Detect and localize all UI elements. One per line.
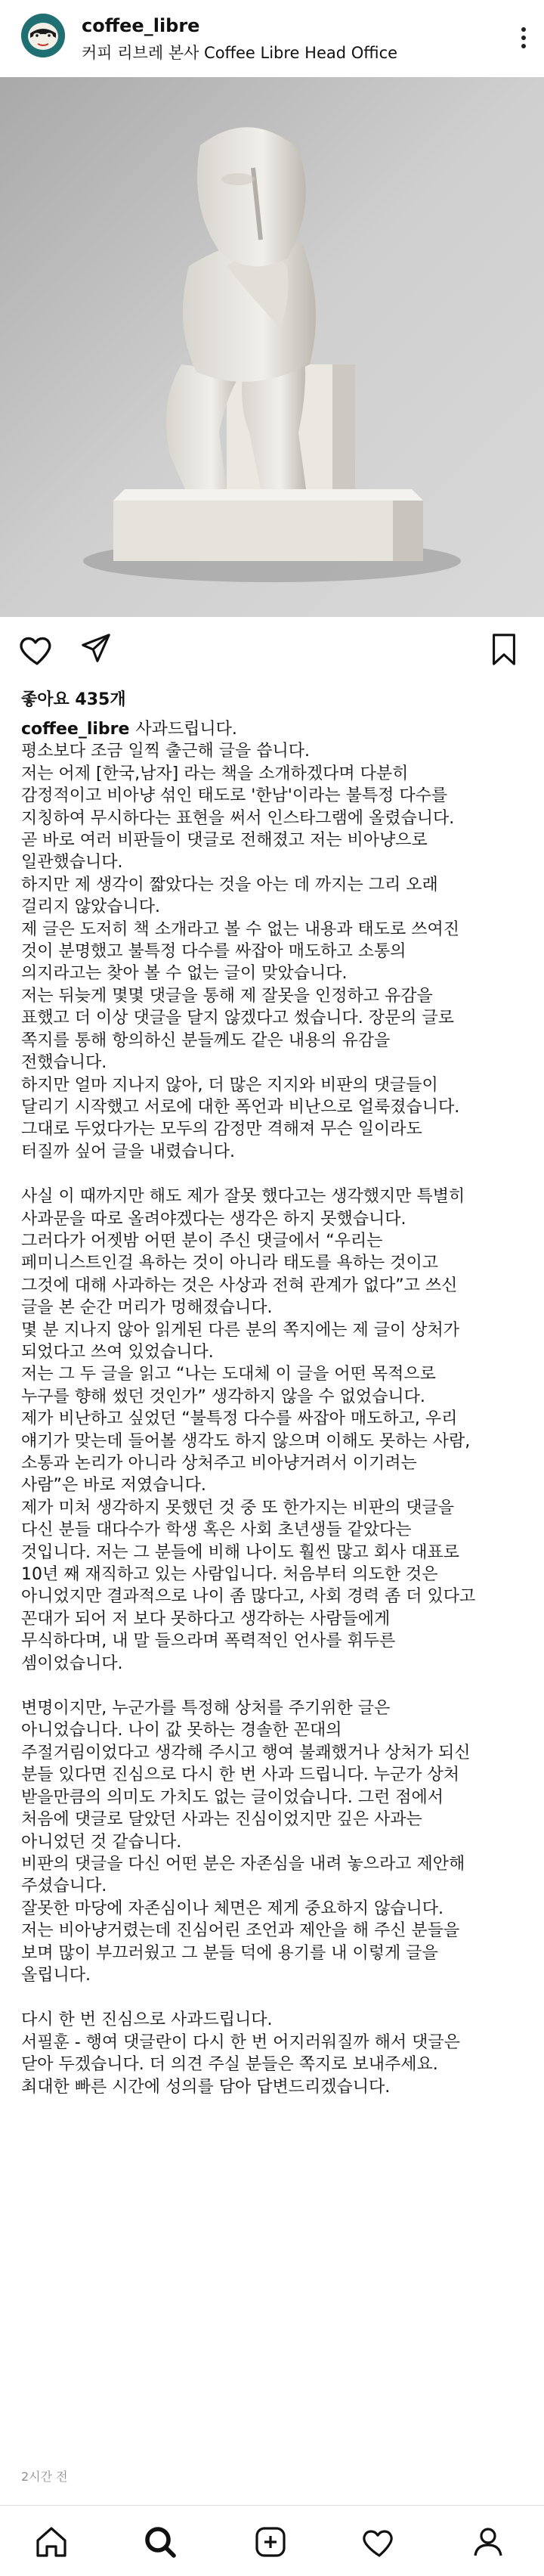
more-options-icon[interactable] — [521, 27, 526, 50]
caption-line — [21, 1208, 529, 1230]
caption-text: 무식하다며, 내 말 들으라며 폭력적인 언사를 휘두른 — [21, 1632, 396, 1651]
caption-text: 변명이지만, 누군가를 특정해 상처를 주기위한 글은 — [21, 1699, 391, 1719]
post-actions — [0, 625, 544, 685]
caption-line — [21, 1831, 529, 1853]
caption-line — [21, 1431, 529, 1452]
caption-paragraph-break — [21, 1986, 529, 2009]
caption-text: 저는 그 두 글을 읽고 “나는 도대체 이 글을 어떤 목적으로 — [21, 1365, 436, 1384]
caption-line — [21, 1074, 529, 1096]
post-caption — [21, 718, 529, 2098]
caption-line — [21, 1519, 529, 1541]
caption-text: 잘못한 마당에 자존심이나 체면은 제게 중요하지 않습니다. — [21, 1899, 444, 1918]
caption-line — [21, 1787, 529, 1809]
caption-line — [21, 1719, 529, 1741]
caption-line — [21, 1319, 529, 1341]
caption-text: 하지만 얼마 지나지 않아, 더 많은 지지와 비판의 댓글들이 — [21, 1075, 438, 1095]
caption-line — [21, 985, 529, 1007]
caption-line — [21, 1742, 529, 1764]
caption-text: 저는 어제 [한국,남자] 라는 책을 소개하겠다며 다분히 — [21, 764, 409, 783]
caption-text: 서필훈 - 행여 댓글란이 다시 한 번 어지러워질까 해서 댓글은 — [21, 2032, 460, 2052]
caption-text: 얘기가 맞는데 들어볼 생각도 하지 않으며 이해도 못하는 사람, — [21, 1431, 471, 1451]
caption-line — [21, 919, 529, 941]
caption-text: 받을만큼의 의미도 가치도 없는 글이었습니다. 그런 점에서 — [21, 1787, 444, 1807]
caption-text: 올립니다. — [21, 1965, 91, 1985]
caption-line — [21, 808, 529, 829]
caption-line — [21, 1497, 529, 1519]
caption-line — [21, 1474, 529, 1496]
caption-text: 보며 많이 부끄러웠고 그 분들 덕에 용기를 내 이렇게 글을 — [21, 1943, 438, 1963]
caption-line — [21, 1898, 529, 1920]
caption-text: 그것에 대해 사과하는 것은 사상과 전혀 관계가 없다”고 쓰신 — [21, 1276, 458, 1295]
paper-plane-icon[interactable] — [79, 631, 113, 665]
heart-outline-icon[interactable] — [18, 631, 56, 668]
caption-line — [21, 1275, 529, 1297]
caption-text: 최대한 빠른 시간에 성의를 담아 답변드리겠습니다. — [21, 2077, 391, 2097]
caption-paragraph-break — [21, 1163, 529, 1186]
caption-paragraph-break — [21, 1675, 529, 1697]
caption-text: 그러다가 어젯밤 어떤 분이 주신 댓글에서 “우리는 — [21, 1231, 383, 1251]
caption-line — [21, 1764, 529, 1786]
caption-line — [21, 1875, 529, 1897]
caption-text: 감정적이고 비아냥 섞인 태도로 '한남'이라는 불특정 다수를 — [21, 786, 448, 806]
caption-line — [21, 1452, 529, 1474]
caption-line — [21, 740, 529, 762]
caption-text: 아니었습니다. 나이 값 못하는 경솔한 꼰대의 — [21, 1721, 342, 1741]
caption-text: 터질까 싶어 글을 내렸습니다. — [21, 1142, 235, 1161]
caption-line — [21, 718, 529, 740]
home-icon[interactable] — [33, 2524, 70, 2560]
caption-author[interactable]: coffee_libre — [21, 720, 130, 739]
caption-line — [21, 1408, 529, 1430]
caption-line — [21, 1096, 529, 1118]
caption-line — [21, 1608, 529, 1630]
caption-line — [21, 851, 529, 873]
avatar[interactable] — [21, 14, 65, 57]
caption-line — [21, 1964, 529, 1986]
caption-text: 전했습니다. — [21, 1053, 107, 1073]
caption-line — [21, 1386, 529, 1408]
caption-line — [21, 1118, 529, 1140]
caption-text: 표했고 더 이상 댓글을 달지 않겠다고 썼습니다. 장문의 글로 — [21, 1009, 454, 1028]
caption-text: 저는 뒤늦게 몇몇 댓글을 통해 제 잘못을 인정하고 유감을 — [21, 986, 433, 1006]
caption-line — [21, 2076, 529, 2098]
caption-line — [21, 1341, 529, 1363]
caption-text: 사과문을 따로 올려야겠다는 생각은 하지 못했습니다. — [21, 1209, 406, 1229]
caption-text: 소통과 논리가 아니라 상처주고 비아냥거려서 이기려는 — [21, 1454, 417, 1473]
caption-text: 제가 미처 생각하지 못했던 것 중 또 한가지는 비판의 댓글을 — [21, 1498, 454, 1517]
caption-line — [21, 1230, 529, 1252]
likes-count[interactable]: 좋아요 435개 — [21, 690, 126, 709]
caption-line — [21, 1363, 529, 1385]
caption-text: 의지라고는 찾아 볼 수 없는 글이 맞았습니다. — [21, 964, 348, 984]
caption-text: 제 글은 도저히 책 소개라고 볼 수 없는 내용과 태도로 쓰여진 — [21, 919, 459, 939]
caption-text: 셈이었습니다. — [21, 1654, 123, 1673]
caption-line — [21, 963, 529, 984]
caption-text: 저는 비아냥거렸는데 진심어린 조언과 제안을 해 주신 분들을 — [21, 1921, 460, 1941]
caption-text: 누구를 향해 썼던 것인가” 생각하지 않을 수 없었습니다. — [21, 1387, 425, 1406]
coffee-libre-logo — [21, 14, 65, 57]
caption-text: 분들 있다면 진심으로 다시 한 번 사과 드립니다. 누군가 상처 — [21, 1765, 459, 1785]
thinker-sculpture-photo — [0, 77, 544, 617]
caption-line — [21, 896, 529, 918]
bottom-navigation — [0, 2505, 544, 2576]
caption-text: 아니었지만 결과적으로 나이 좀 많다고, 사회 경력 좀 더 있다고 — [21, 1587, 476, 1607]
username[interactable]: coffee_libre — [82, 15, 200, 36]
location-tag[interactable]: 커피 리브레 본사 Coffee Libre Head Office — [82, 44, 398, 62]
caption-text: 닫아 두겠습니다. 더 의견 주실 분들은 쪽지로 보내주세요. — [21, 2055, 438, 2075]
caption-line — [21, 1542, 529, 1564]
caption-text: 주셨습니다. — [21, 1877, 107, 1896]
caption-text: 페미니스트인걸 욕하는 것이 아니라 태도를 욕하는 것이고 — [21, 1254, 439, 1273]
caption-text: 달리기 시작했고 서로에 대한 폭언과 비난으로 얼룩졌습니다. — [21, 1097, 460, 1117]
add-post-icon[interactable] — [252, 2524, 289, 2560]
caption-line — [21, 2032, 529, 2054]
post-image[interactable] — [0, 77, 544, 617]
caption-line — [21, 1653, 529, 1675]
caption-text: 일관했습니다. — [21, 853, 123, 873]
caption-line — [21, 1252, 529, 1274]
caption-text: 10년 째 재직하고 있는 사람입니다. 처음부터 의도한 것은 — [21, 1565, 438, 1585]
caption-text: 글을 본 순간 머리가 멍해졌습니다. — [21, 1298, 273, 1318]
caption-text: 평소보다 조금 일찍 출근해 글을 씁니다. — [21, 742, 310, 761]
post-timestamp: 2시간 전 — [21, 2469, 68, 2484]
caption-text: 쪽지를 통해 항의하신 분들께도 같은 내용의 유감을 — [21, 1031, 391, 1050]
caption-line — [21, 1942, 529, 1964]
caption-text: 하지만 제 생각이 짧았다는 것을 아는 데 까지는 그리 오래 — [21, 875, 438, 894]
caption-line — [21, 1630, 529, 1652]
caption-text: 것이 분명했고 불특정 다수를 싸잡아 매도하고 소통의 — [21, 942, 406, 962]
caption-text: 다신 분들 대다수가 학생 혹은 사회 초년생들 같았다는 — [21, 1520, 412, 1540]
caption-line — [21, 829, 529, 851]
caption-line — [21, 874, 529, 896]
caption-line — [21, 763, 529, 785]
caption-text: 곧 바로 여러 비판들이 댓글로 전해졌고 저는 비아냥으로 — [21, 831, 428, 851]
caption-text: 사실 이 때까지만 해도 제가 잘못 했다고는 생각했지만 특별히 — [21, 1187, 465, 1207]
caption-text: 다시 한 번 진심으로 사과드립니다. — [21, 2010, 273, 2030]
caption-text: 꼰대가 되어 저 보다 못하다고 생각하는 사람들에게 — [21, 1609, 391, 1629]
caption-line — [21, 1920, 529, 1942]
post-header — [0, 0, 544, 73]
caption-line — [21, 1007, 529, 1029]
caption-line — [21, 1052, 529, 1074]
activity-heart-icon[interactable] — [361, 2524, 397, 2560]
caption-text: 사과드립니다. — [135, 720, 237, 739]
caption-text: 걸리지 않았습니다. — [21, 897, 161, 917]
caption-line — [21, 1697, 529, 1719]
caption-text: 비판의 댓글을 다신 어떤 분은 자존심을 내려 놓으라고 제안해 — [21, 1854, 465, 1874]
caption-line — [21, 1809, 529, 1830]
caption-line — [21, 1586, 529, 1607]
caption-text: 그대로 두었다가는 모두의 감정만 격해져 무슨 일이라도 — [21, 1120, 422, 1139]
profile-icon[interactable] — [470, 2524, 506, 2560]
bookmark-icon[interactable] — [487, 631, 521, 668]
caption-line — [21, 2054, 529, 2075]
caption-line — [21, 1297, 529, 1319]
caption-text: 몇 분 지나지 않아 읽게된 다른 분의 쪽지에는 제 글이 상처가 — [21, 1320, 459, 1340]
caption-text: 아니었던 것 같습니다. — [21, 1832, 182, 1852]
caption-text: 지칭하여 무시하다는 표현을 써서 인스타그램에 올렸습니다. — [21, 808, 455, 828]
caption-text: 되었다고 쓰여 있었습니다. — [21, 1342, 214, 1362]
caption-line — [21, 2009, 529, 2031]
caption-text: 주절거림이었다고 생각해 주시고 행여 불쾌했거나 상처가 되신 — [21, 1743, 471, 1762]
caption-line — [21, 1853, 529, 1875]
caption-line — [21, 941, 529, 963]
caption-text: 것입니다. 저는 그 분들에 비해 나이도 훨씬 많고 회사 대표로 — [21, 1542, 459, 1562]
caption-line — [21, 785, 529, 807]
search-icon[interactable] — [142, 2524, 178, 2560]
caption-text: 사람”은 바로 저였습니다. — [21, 1476, 206, 1496]
caption-line — [21, 1030, 529, 1052]
caption-text: 처음에 댓글로 달았던 사과는 진심이었지만 깊은 사과는 — [21, 1810, 422, 1830]
caption-line — [21, 1186, 529, 1207]
caption-text: 제가 비난하고 싶었던 “불특정 다수를 싸잡아 매도하고, 우리 — [21, 1409, 458, 1429]
caption-line — [21, 1141, 529, 1163]
caption-line — [21, 1564, 529, 1586]
